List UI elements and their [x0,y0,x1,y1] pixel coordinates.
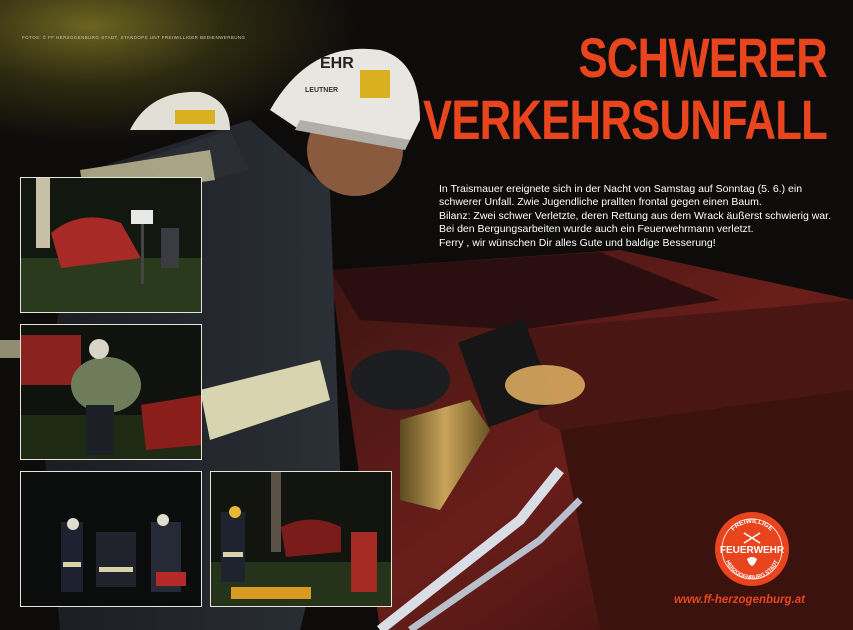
logo-main-text: FEUERWEHR [719,545,785,556]
website-link[interactable]: www.ff-herzogenburg.at [674,594,805,606]
headline [309,26,827,151]
thumbnail-photo-rescue-scene [210,471,392,607]
helmet-label: EHR [320,55,354,72]
article-paragraph: Bilanz: Zwei schwer Verletzte, deren Rettung aus dem Wrack äußerst schwierig war. Bei den Bergungsarbeiten wurde auch ein Feuerwehrmann verletzt. [439,209,831,236]
headline-line-2: VERKEHRSUNFALL [422,88,827,151]
article-paragraph: Ferry , wir wünschen Dir alles Gute und baldige Besserung! [439,236,716,249]
headline-line-1: SCHWERER [578,26,827,89]
fire-brigade-logo [714,511,790,587]
article-body [439,183,834,250]
thumbnail-photo-rescue-net [20,324,202,460]
logo-top-text: FREIWILLIGE [729,517,775,533]
thumbnail-photo-night-team [20,471,202,607]
photo-credit: FOTOS: © FF HERZOGENBURG-STADT, STANDOPS UNT FREIWILLIGER BEDIENWERBUNG [22,35,246,40]
helmet-name: LEUTNER [305,87,339,94]
logo-bottom-text: HERZOGENBURG STADT [724,559,780,582]
thumbnail-photo-crash-site [20,177,202,313]
article-paragraph: In Traismauer ereignete sich in der Nacht von Samstag auf Sonntag (5. 6.) ein schwerer Unfall. Zwie Jugendliche prallten frontal gegen einen Baum. [439,183,803,209]
